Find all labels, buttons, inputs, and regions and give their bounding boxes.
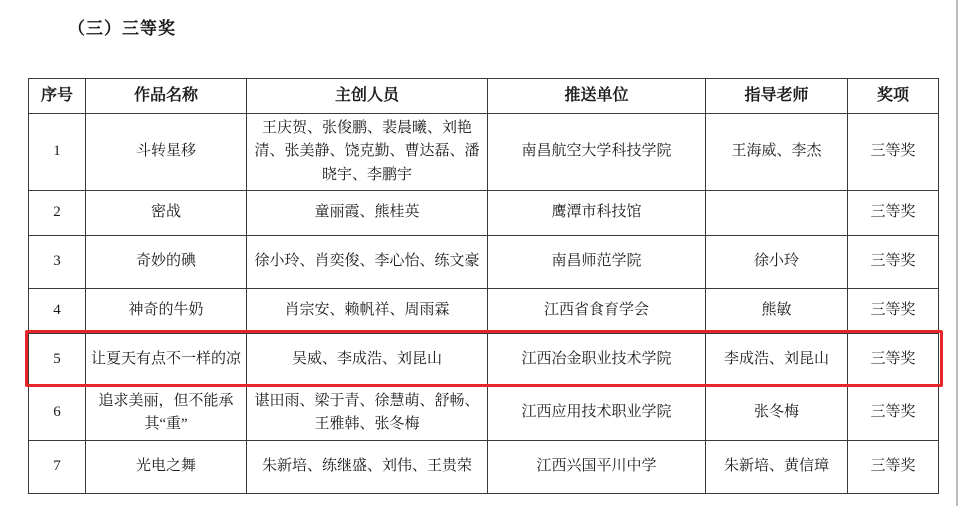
cell-award: 三等奖 bbox=[848, 334, 939, 386]
cell-unit: 江西省食育学会 bbox=[488, 289, 706, 334]
cell-creators: 谌田雨、梁于青、徐慧萌、舒畅、王雅韩、张冬梅 bbox=[247, 386, 488, 441]
table-row-highlighted bbox=[29, 334, 939, 386]
table-row bbox=[29, 289, 939, 334]
cell-creators: 徐小玲、肖奕俊、李心怡、练文豪 bbox=[247, 236, 488, 289]
cell-no: 6 bbox=[29, 386, 86, 441]
cell-award: 三等奖 bbox=[848, 289, 939, 334]
cell-no: 2 bbox=[29, 191, 86, 236]
cell-creators: 王庆贺、张俊鹏、裴晨曦、刘艳清、张美静、饶克勤、曹达磊、潘晓宇、李鹏宇 bbox=[247, 114, 488, 191]
cell-title: 追求美丽，但不能承其“重” bbox=[86, 386, 247, 441]
cell-title: 斗转星移 bbox=[86, 114, 247, 191]
cell-no: 4 bbox=[29, 289, 86, 334]
table-row bbox=[29, 441, 939, 494]
header-title: 作品名称 bbox=[86, 79, 247, 114]
table-row bbox=[29, 236, 939, 289]
page-edge-line bbox=[956, 0, 958, 506]
cell-title: 让夏天有点不一样的凉 bbox=[86, 334, 247, 386]
cell-no: 5 bbox=[29, 334, 86, 386]
header-teachers: 指导老师 bbox=[706, 79, 848, 114]
cell-unit: 江西应用技术职业学院 bbox=[488, 386, 706, 441]
cell-unit: 江西冶金职业技术学院 bbox=[488, 334, 706, 386]
table-row bbox=[29, 114, 939, 191]
cell-award: 三等奖 bbox=[848, 236, 939, 289]
cell-title: 奇妙的碘 bbox=[86, 236, 247, 289]
cell-teachers: 张冬梅 bbox=[706, 386, 848, 441]
cell-title: 神奇的牛奶 bbox=[86, 289, 247, 334]
cell-creators: 童丽霞、熊桂英 bbox=[247, 191, 488, 236]
cell-award: 三等奖 bbox=[848, 114, 939, 191]
cell-creators: 肖宗安、赖帆祥、周雨霖 bbox=[247, 289, 488, 334]
cell-award: 三等奖 bbox=[848, 191, 939, 236]
cell-unit: 南昌航空大学科技学院 bbox=[488, 114, 706, 191]
cell-unit: 江西兴国平川中学 bbox=[488, 441, 706, 494]
cell-creators: 吴威、李成浩、刘昆山 bbox=[247, 334, 488, 386]
section-title: （三）三等奖 bbox=[68, 19, 176, 38]
cell-teachers: 朱新培、黄信璋 bbox=[706, 441, 848, 494]
table-header-row bbox=[29, 79, 939, 114]
table-row bbox=[29, 191, 939, 236]
cell-unit: 南昌师范学院 bbox=[488, 236, 706, 289]
header-creators: 主创人员 bbox=[247, 79, 488, 114]
cell-teachers: 李成浩、刘昆山 bbox=[706, 334, 848, 386]
cell-no: 7 bbox=[29, 441, 86, 494]
awards-table bbox=[28, 78, 939, 494]
cell-award: 三等奖 bbox=[848, 441, 939, 494]
cell-title: 密战 bbox=[86, 191, 247, 236]
cell-teachers: 王海威、李杰 bbox=[706, 114, 848, 191]
cell-no: 3 bbox=[29, 236, 86, 289]
header-unit: 推送单位 bbox=[488, 79, 706, 114]
cell-no: 1 bbox=[29, 114, 86, 191]
header-award: 奖项 bbox=[848, 79, 939, 114]
cell-title: 光电之舞 bbox=[86, 441, 247, 494]
table-row bbox=[29, 386, 939, 441]
cell-award: 三等奖 bbox=[848, 386, 939, 441]
cell-unit: 鹰潭市科技馆 bbox=[488, 191, 706, 236]
cell-teachers: 熊敏 bbox=[706, 289, 848, 334]
header-no: 序号 bbox=[29, 79, 86, 114]
cell-teachers bbox=[706, 191, 848, 236]
cell-creators: 朱新培、练继盛、刘伟、王贵荣 bbox=[247, 441, 488, 494]
cell-teachers: 徐小玲 bbox=[706, 236, 848, 289]
